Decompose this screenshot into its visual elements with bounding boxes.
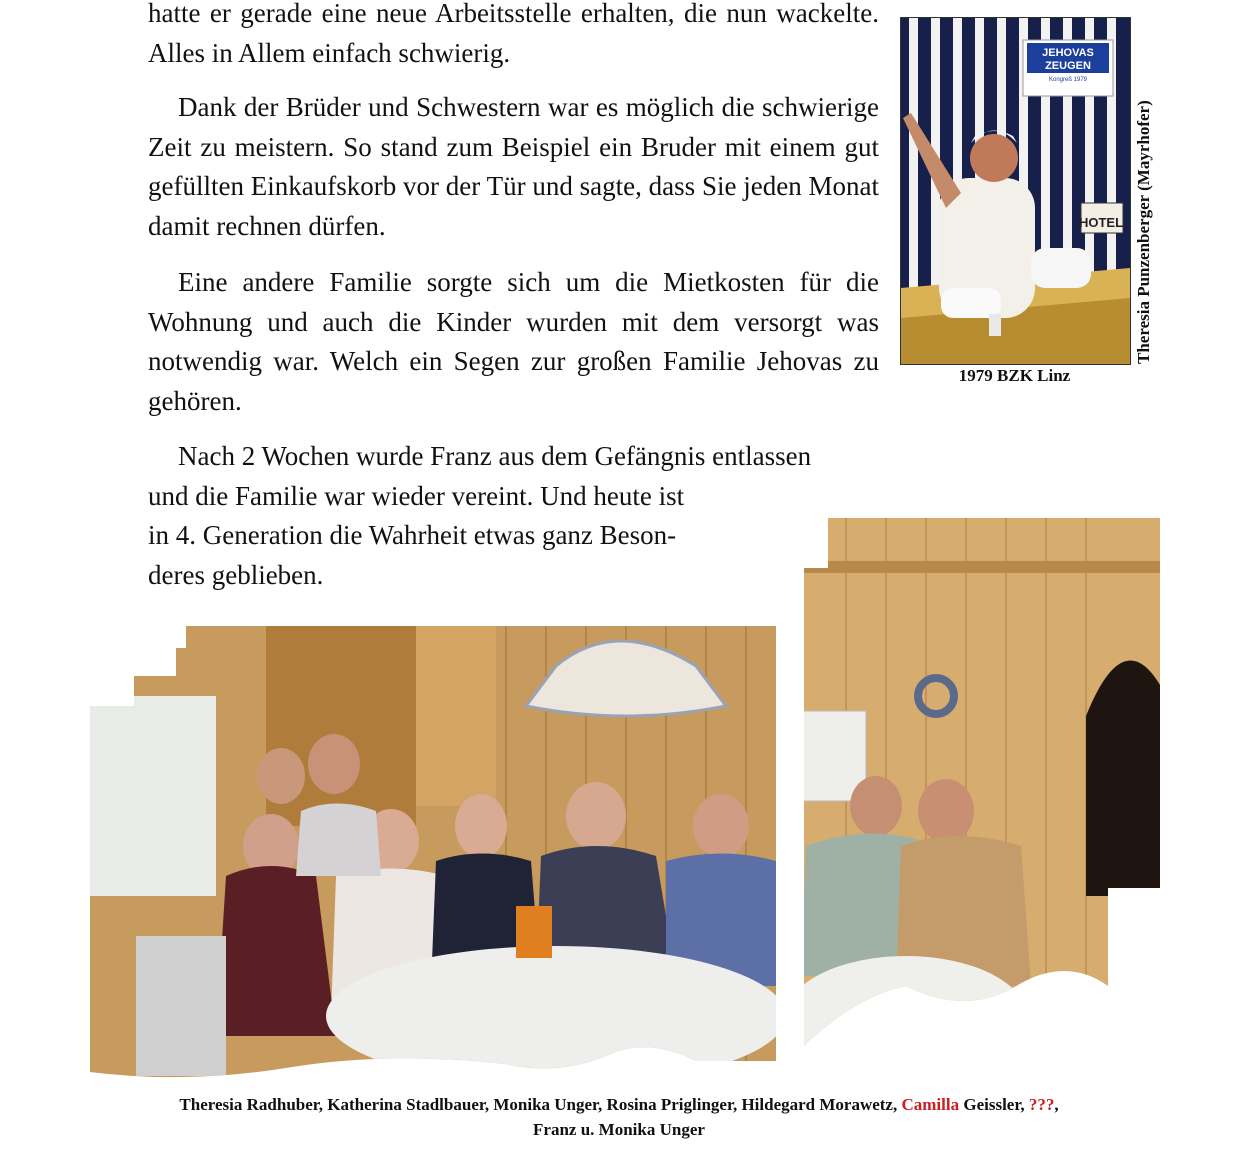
sign-text-3: Kongreß 1979 xyxy=(1048,77,1088,83)
caption-comma: , xyxy=(1054,1095,1059,1114)
paragraph-3: Eine andere Familie sorgte sich um die Mietkosten für die Wohnung und auch die Kinder wurden mit dem versorgt was notwendig war. Welch ein Segen zur großen Familie Jehovas zu gehören. xyxy=(148,267,879,416)
sign-text-2: ZEUGEN xyxy=(1045,60,1091,72)
hotel-sign-text: HOTEL xyxy=(1078,215,1124,230)
sign-text-1: JEHOVAS xyxy=(1042,47,1094,59)
caption-unknown: ??? xyxy=(1028,1095,1055,1114)
caption-line-1 xyxy=(86,1092,1152,1117)
paragraph-2: Dank der Brüder und Schwestern war es möglich die schwierige Zeit zu meistern. So stand zum Beispiel ein Bruder mit einem gut gefüllten Einkaufskorb vor der Tür und sagte, dass Sie jeden Monat damit rechnen dürfen. xyxy=(148,92,879,241)
paragraph-4-line-3: in 4. Generation die Wahrheit etwas ganz Beson- xyxy=(148,520,677,550)
caption-names: Theresia Radhuber, Katherina Stadlbauer, Monika Unger, Rosina Priglinger, Hildegard Morawetz, xyxy=(179,1095,902,1114)
caption-camilla: Camilla xyxy=(901,1095,960,1114)
caption-line-2: Franz u. Monika Unger xyxy=(533,1120,705,1139)
group-photo-caption xyxy=(86,1092,1152,1142)
paragraph-4-line-1: Nach 2 Wochen wurde Franz aus dem Gefängnis entlassen xyxy=(178,441,812,471)
photo-caption-1979: 1979 BZK Linz xyxy=(958,366,1071,385)
paragraph-4-line-4: deres geblieben. xyxy=(148,559,324,590)
caption-geissler: Geissler, xyxy=(959,1095,1029,1114)
paragraph-4-line-2: und die Familie war wieder vereint. Und heute ist xyxy=(148,480,685,511)
photo-group-gathering xyxy=(86,516,1162,1088)
photo-credit-vertical: Theresia Punzenberger (Mayrhofer) xyxy=(1134,100,1153,364)
paragraph-1: hatte er gerade eine neue Arbeitsstelle erhalten, die nun wackelte. Alles in Allem einfach schwierig. xyxy=(148,0,879,68)
photo-1979-convention xyxy=(900,17,1131,365)
